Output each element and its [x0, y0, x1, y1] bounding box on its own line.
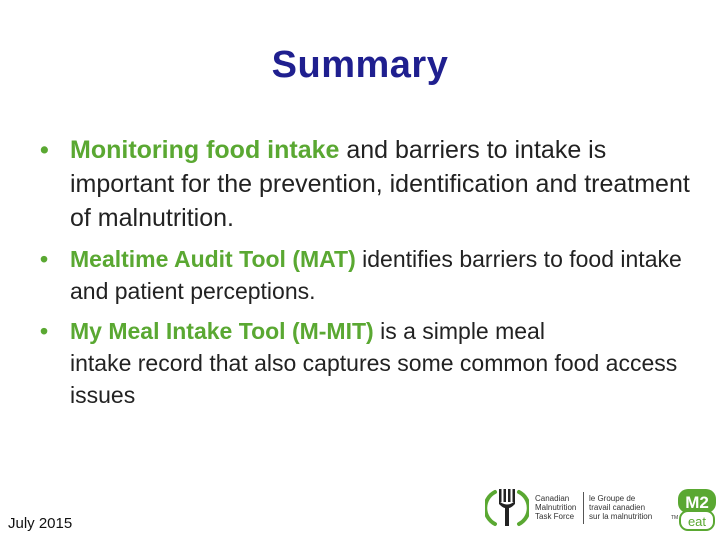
logo-divider	[583, 492, 584, 524]
bullet-highlight: My Meal Intake Tool (M-MIT)	[70, 318, 374, 344]
bullet-dot-icon: •	[40, 136, 49, 164]
bullet-highlight: Mealtime Audit Tool (MAT)	[70, 246, 356, 272]
bullet-dot-icon: •	[40, 318, 49, 344]
bullet-list	[40, 133, 690, 411]
bullet-text: is a simple meal	[373, 318, 545, 344]
m2eat-logo	[677, 488, 717, 532]
bullet-highlight: Monitoring food intake	[70, 136, 340, 164]
bullet-text: identifies barriers to food intake and patient perceptions.	[70, 246, 682, 304]
bullet-text: and barriers to intake is important for the prevention, identification and treatment of malnutrition.	[70, 136, 690, 232]
cmtf-french-name: le Groupe de travail canadien sur la malnutrition	[589, 494, 653, 521]
slide-title: Summary	[271, 44, 449, 86]
bullet-item-mmit	[40, 315, 690, 411]
m2eat-logo-top: M2	[685, 493, 709, 512]
fork-icon	[485, 486, 529, 530]
bullet-item-monitoring	[40, 133, 690, 235]
footer-date: July 2015	[8, 515, 73, 532]
cmtf-logo	[485, 486, 685, 530]
m2eat-logo-bottom: eat	[687, 514, 707, 529]
bullet-dot-icon: •	[40, 246, 49, 272]
cmtf-english-name: Canadian Malnutrition Task Force	[535, 494, 577, 521]
bullet-item-mat	[40, 243, 690, 307]
bullet-text-continued: intake record that also captures some common food access issues	[70, 350, 678, 408]
trademark-mark: TM	[671, 515, 679, 521]
